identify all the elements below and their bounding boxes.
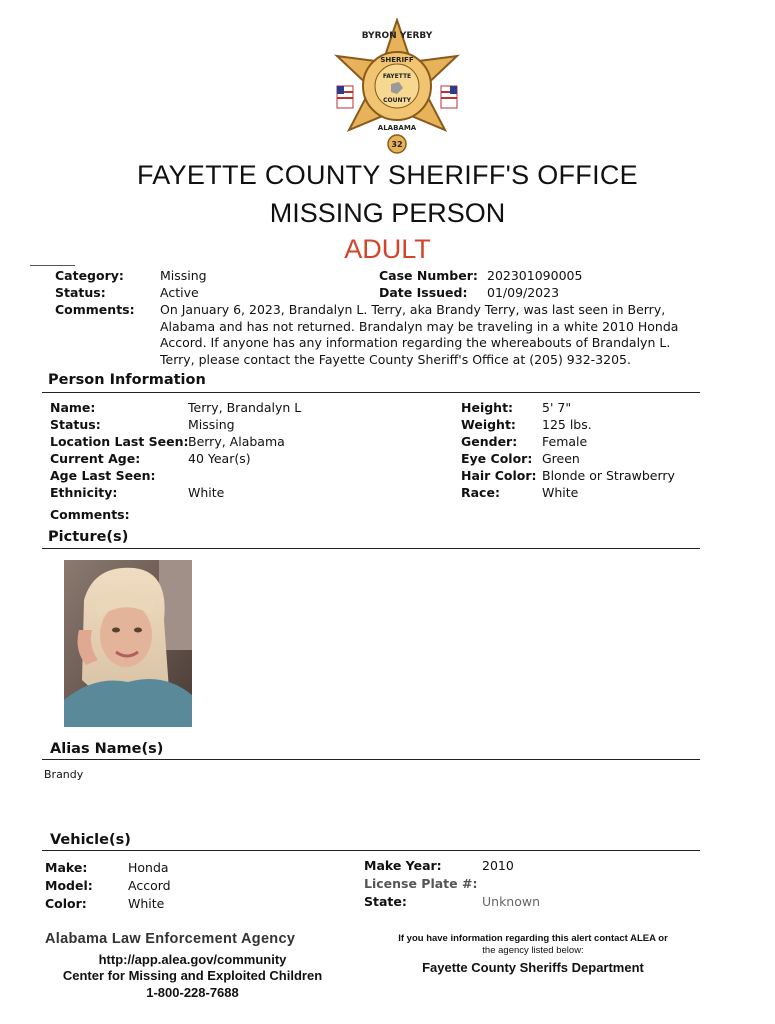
hair-color-label: Hair Color: bbox=[461, 468, 537, 483]
state-label: State: bbox=[364, 894, 407, 909]
sheriff-badge-logo bbox=[327, 18, 467, 158]
missing-person-photo bbox=[64, 560, 192, 727]
pictures-heading: Picture(s) bbox=[48, 529, 129, 545]
contact-instruction-1: If you have information regarding this alert contact ALEA or bbox=[398, 933, 668, 944]
height-value: 5' 7" bbox=[542, 400, 572, 415]
weight-value: 125 lbs. bbox=[542, 417, 592, 432]
notice-title: MISSING PERSON bbox=[269, 198, 506, 228]
sheriff-department: Fayette County Sheriffs Department bbox=[422, 960, 644, 975]
divider bbox=[30, 265, 75, 266]
person-status-value: Missing bbox=[188, 417, 235, 432]
flag-right-icon bbox=[441, 86, 457, 108]
divider bbox=[42, 759, 700, 760]
svg-text:BYRON YERBY: BYRON YERBY bbox=[361, 31, 433, 41]
weight-label: Weight: bbox=[461, 417, 516, 432]
alias-value: Brandy bbox=[44, 768, 84, 781]
alea-agency: Alabama Law Enforcement Agency bbox=[45, 931, 296, 947]
color-value: White bbox=[128, 896, 165, 911]
alias-heading: Alias Name(s) bbox=[50, 741, 164, 757]
svg-text:FAYETTE: FAYETTE bbox=[382, 73, 412, 80]
ncmec-phone: 1-800-228-7688 bbox=[146, 985, 239, 1000]
ethnicity-value: White bbox=[188, 485, 225, 500]
current-age-value: 40 Year(s) bbox=[188, 451, 251, 466]
flag-left-icon bbox=[337, 86, 353, 108]
svg-text:SHERIFF: SHERIFF bbox=[380, 56, 414, 64]
case-number-label: Case Number: bbox=[379, 268, 478, 283]
divider bbox=[42, 392, 700, 393]
eye-color-label: Eye Color: bbox=[461, 451, 533, 466]
make-value: Honda bbox=[128, 860, 169, 875]
person-status-label: Status: bbox=[50, 417, 101, 432]
gender-label: Gender: bbox=[461, 434, 518, 449]
gender-value: Female bbox=[542, 434, 588, 449]
office-title: FAYETTE COUNTY SHERIFF'S OFFICE bbox=[137, 160, 638, 190]
vehicle-heading: Vehicle(s) bbox=[50, 832, 131, 848]
location-value: Berry, Alabama bbox=[188, 434, 285, 449]
make-label: Make: bbox=[45, 860, 88, 875]
divider bbox=[42, 850, 700, 851]
date-issued-label: Date Issued: bbox=[379, 285, 468, 300]
comments-label: Comments: bbox=[55, 302, 135, 317]
current-age-label: Current Age: bbox=[50, 451, 141, 466]
person-comments-label: Comments: bbox=[50, 507, 130, 522]
race-label: Race: bbox=[461, 485, 500, 500]
make-year-label: Make Year: bbox=[364, 858, 442, 873]
person-type: ADULT bbox=[344, 234, 431, 264]
make-year-value: 2010 bbox=[482, 858, 514, 873]
person-info-heading: Person Information bbox=[48, 372, 206, 388]
state-value: Unknown bbox=[482, 894, 541, 909]
category-value: Missing bbox=[160, 268, 207, 283]
hair-color-value: Blonde or Strawberry bbox=[542, 468, 675, 483]
divider bbox=[42, 548, 700, 549]
case-number-value: 202301090005 bbox=[487, 268, 583, 283]
date-issued-value: 01/09/2023 bbox=[487, 285, 560, 300]
license-plate-label: License Plate #: bbox=[364, 876, 478, 891]
svg-text:COUNTY: COUNTY bbox=[383, 97, 411, 104]
location-label: Location Last Seen: bbox=[50, 434, 189, 449]
eye-color-value: Green bbox=[542, 451, 580, 466]
contact-instruction-2: the agency listed below: bbox=[482, 945, 584, 956]
comments-text: On January 6, 2023, Brandalyn L. Terry, aka Brandy Terry, was last seen in Berry, Alabama and has not returned. Brandalyn may be traveling in a white 2010 Honda Accord. If anyone has any information regarding the whereabouts of Brandalyn L. Terry, please contact the Fayette County Sheriff's Office at (205) 932-3205. bbox=[160, 302, 679, 367]
category-label: Category: bbox=[55, 268, 124, 283]
model-label: Model: bbox=[45, 878, 93, 893]
color-label: Color: bbox=[45, 896, 87, 911]
model-value: Accord bbox=[128, 878, 171, 893]
name-value: Terry, Brandalyn L bbox=[188, 400, 302, 415]
height-label: Height: bbox=[461, 400, 514, 415]
age-last-seen-label: Age Last Seen: bbox=[50, 468, 156, 483]
status-label: Status: bbox=[55, 285, 106, 300]
svg-text:ALABAMA: ALABAMA bbox=[377, 124, 417, 132]
name-label: Name: bbox=[50, 400, 96, 415]
status-value: Active bbox=[160, 285, 199, 300]
ethnicity-label: Ethnicity: bbox=[50, 485, 118, 500]
alea-url: http://app.alea.gov/community bbox=[98, 952, 287, 967]
race-value: White bbox=[542, 485, 579, 500]
svg-text:32: 32 bbox=[391, 140, 403, 149]
ncmec-center: Center for Missing and Exploited Children bbox=[62, 968, 323, 983]
